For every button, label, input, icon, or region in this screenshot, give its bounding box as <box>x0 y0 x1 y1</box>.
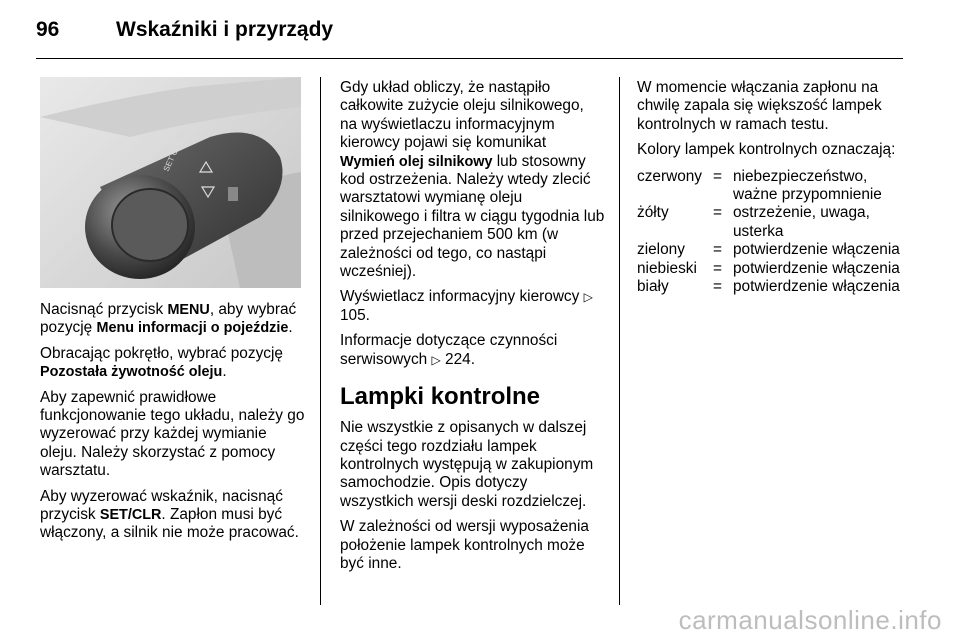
paragraph: W zależności od wersji wyposażenia położenie lampek kontrolnych może być inne. <box>340 518 589 572</box>
column-divider <box>320 77 321 605</box>
column-middle <box>340 79 605 580</box>
page-title: Wskaźniki i przyrządy <box>116 18 334 41</box>
paragraph: W momencie włączania zapłonu na chwilę zapala się większość lampek kontrolnych w ramach testu. <box>637 79 882 133</box>
paragraph: Kolory lampek kontrolnych oznaczają: <box>637 141 896 159</box>
column-right <box>637 79 905 296</box>
watermark: carmanualsonline.info <box>678 605 942 635</box>
paragraph: Nie wszystkie z opisanych w dalszej części tego rozdziału lampek kontrolnych występują w zakupionym samochodzie. Opis dotyczy wszystkich wersji deski rozdzielczej. <box>340 419 594 510</box>
page-number: 96 <box>36 18 60 41</box>
menu-button-name: MENU <box>167 302 210 318</box>
legend-row: niebieski = potwierdzenie włączenia <box>637 259 900 277</box>
column-divider <box>619 77 620 605</box>
section-title: Lampki kontrolne <box>340 383 541 411</box>
paragraph: Nacisnąć przycisk MENU, aby wybrać pozycję Menu informacji o pojeździe. <box>40 301 297 337</box>
paragraph: Aby zapewnić prawidłowe funkcjonowanie tego układu, należy go wyzerować przy każdej wymianie oleju. Należy skorzystać z pomocy warsztatu. <box>40 388 305 480</box>
column-left <box>40 301 305 550</box>
page-reference[interactable]: 224. <box>445 350 475 368</box>
menu-item-name: Menu informacji o pojeździe <box>96 320 289 337</box>
reference-arrow-icon: ▷ <box>431 352 441 367</box>
paragraph: Obracając pokrętło, wybrać pozycję Pozostała żywotność oleju. <box>40 344 283 381</box>
color-legend <box>637 168 905 297</box>
stalk-photo <box>40 77 301 288</box>
message-name: Wymień olej silnikowy <box>340 153 493 170</box>
paragraph: Wyświetlacz informacyjny kierowcy ▷ 105. <box>340 288 593 324</box>
header-rule <box>36 58 903 59</box>
legend-row: czerwony = niebezpieczeństwo, ważne przypomnienie <box>637 167 882 204</box>
page-reference[interactable]: 105. <box>340 306 370 324</box>
stalk-illustration <box>40 77 301 288</box>
legend-row: zielony = potwierdzenie włączenia <box>637 241 900 259</box>
paragraph: Informacje dotyczące czynności serwisowych ▷ 224. <box>340 332 558 368</box>
menu-item-name: Pozostała żywotność oleju <box>40 364 223 381</box>
button-name: SET/CLR <box>99 507 162 524</box>
legend-row: biały = potwierdzenie włączenia <box>637 278 900 296</box>
knob-label: SET CLR <box>161 138 185 173</box>
paragraph: Gdy układ obliczy, że nastąpiło całkowite zużycie oleju silnikowego, na wyświetlaczu informacyjnym kierowcy pojawi się komunikat Wymień olej silnikowy lub stosowny kod ostrzeżenia. Należy wtedy zlecić warsztatowi wymianę oleju silnikowego i filtra w ciągu tygodnia lub przed przejechaniem 500 km (w zależności od tego, co nastąpi wcześniej). <box>340 79 605 281</box>
legend-row: żółty = ostrzeżenie, uwaga, usterka <box>637 204 870 240</box>
reference-arrow-icon: ▷ <box>583 290 593 305</box>
paragraph: Aby wyzerować wskaźnik, nacisnąć przycisk SET/CLR. Zapłon musi być włączony, a silnik nie może pracować. <box>40 487 299 542</box>
